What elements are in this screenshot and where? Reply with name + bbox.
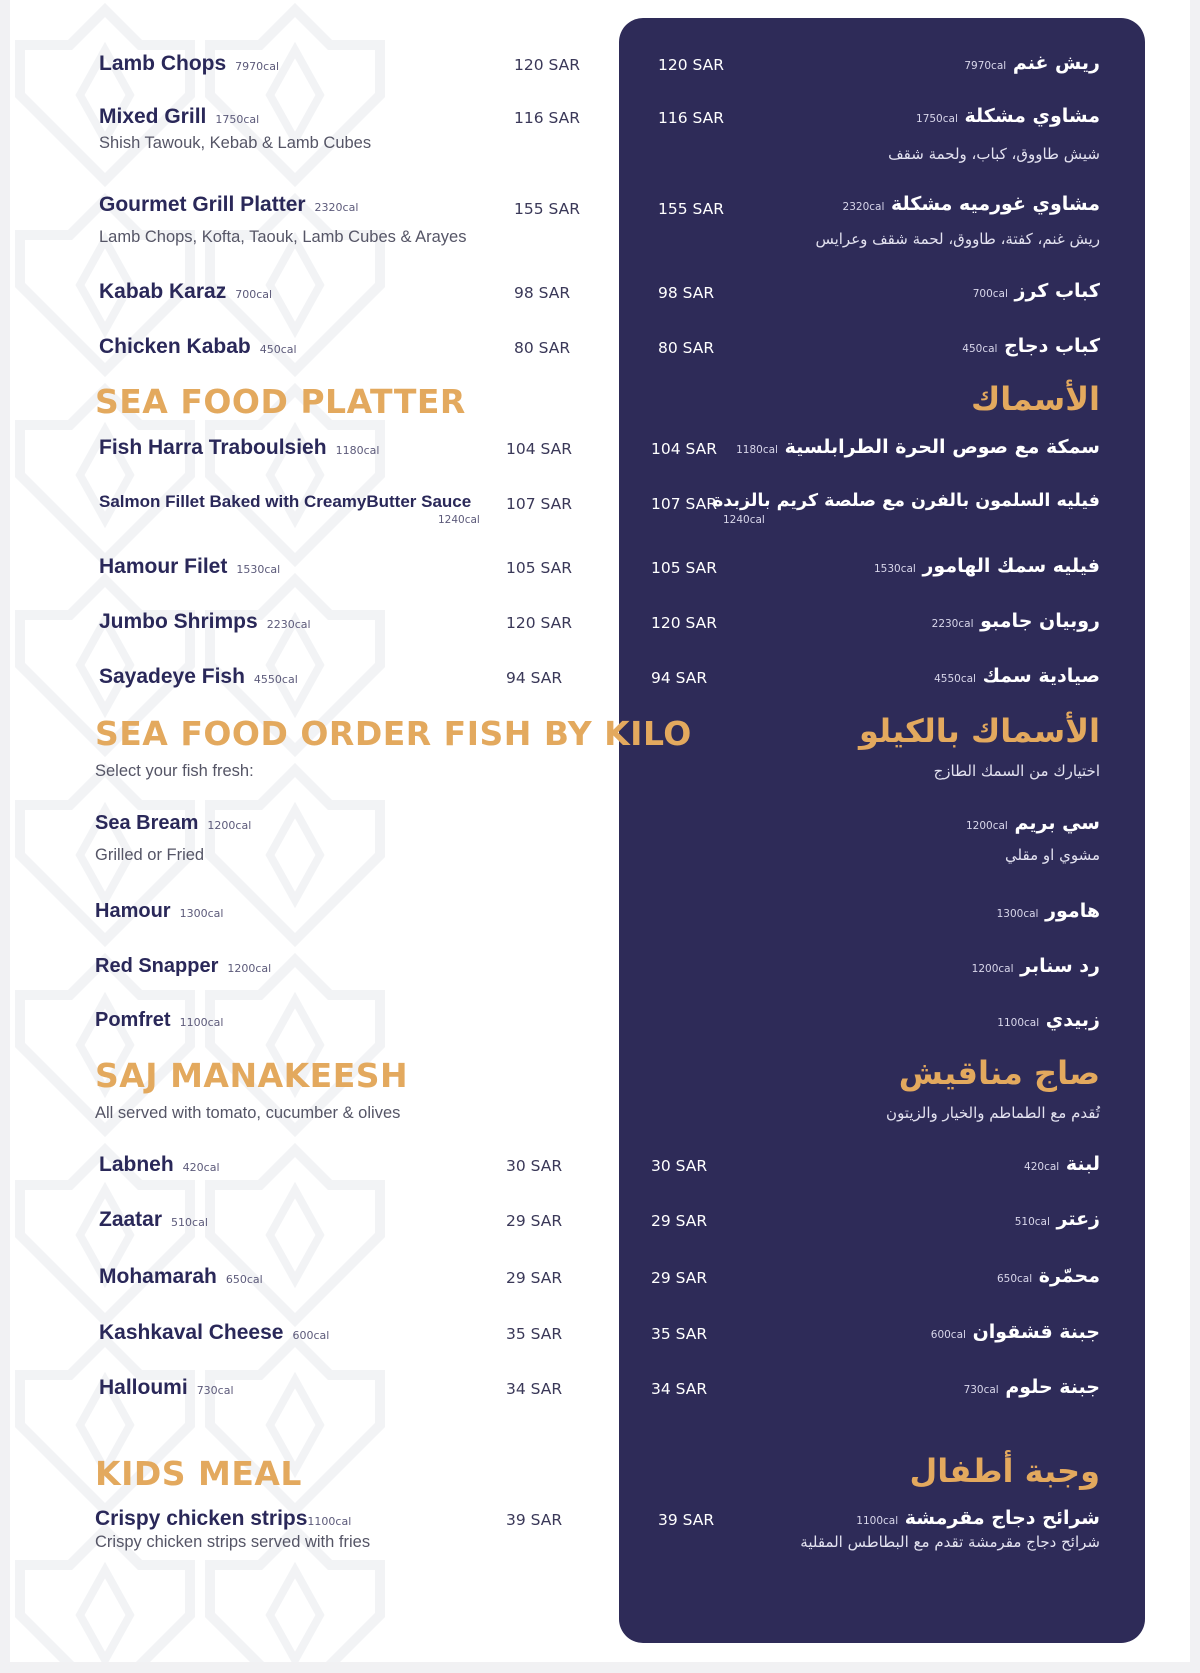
item-price: 29 SAR [506,1212,563,1230]
item-name-hamour: Hamour 1300cal [95,900,224,922]
item-price-ar: 104 SAR [651,440,718,458]
item-description: Crispy chicken strips served with fries [95,1533,371,1551]
item-description-ar: شرائح دجاج مقرمشة تقدم مع البطاطس المقلية [800,1533,1100,1551]
item-name-ar: سمكة مع صوص الحرة الطرابلسية 1180cal [736,436,1100,458]
section-subtitle-ar: تُقدم مع الطماطم والخيار والزيتون [886,1104,1100,1122]
item-name-ar: سي بريم 1200cal [966,812,1100,834]
item-name-ar: زعتر 510cal [1014,1208,1100,1230]
section-title-ar: الأسماك [970,380,1100,418]
item-name-ar: كباب كرز 700cal [972,280,1100,302]
item-name-crispy-chicken: Crispy chicken strips1100cal [95,1507,352,1530]
item-price-ar: 35 SAR [651,1325,708,1343]
item-name-ar: جبنة حلوم 730cal [963,1376,1100,1398]
item-description: Grilled or Fried [95,846,205,864]
item-price: 98 SAR [514,284,571,302]
item-name-jumbo-shrimps: Jumbo Shrimps 2230cal [99,610,311,633]
section-subtitle-ar: اختيارك من السمك الطازج [933,762,1100,780]
item-price: 29 SAR [506,1269,563,1287]
item-price-ar: 80 SAR [658,339,715,357]
item-price-ar: 116 SAR [658,109,725,127]
item-name-ar: هامور 1300cal [996,900,1100,922]
item-price-ar: 120 SAR [651,614,718,632]
item-description-ar: مشوي او مقلي [1005,846,1100,864]
item-name-ar: فيليه سمك الهامور 1530cal [874,555,1100,577]
item-name-labneh: Labneh 420cal [99,1153,220,1176]
item-name-ar: مشاوي غورميه مشكلة 2320cal [842,193,1100,215]
item-price-ar: 29 SAR [651,1269,708,1287]
item-name-ar: صيادية سمك 4550cal [934,665,1100,687]
item-name-pomfret: Pomfret 1100cal [95,1009,224,1031]
item-price-ar: 120 SAR [658,56,725,74]
item-description-ar: ريش غنم، كفتة، طاووق، لحمة شقف وعرايس [815,230,1100,248]
item-name-mohamarah: Mohamarah 650cal [99,1265,263,1288]
item-price-ar: 98 SAR [658,284,715,302]
item-price: 120 SAR [506,614,573,632]
item-name-ar: محمّرة 650cal [996,1265,1100,1287]
section-title-seafood-platter: SEA FOOD PLATTER [95,382,466,421]
item-name-ar: جبنة قشقوان 600cal [930,1321,1100,1343]
item-price-ar: 29 SAR [651,1212,708,1230]
item-name-kashkaval: Kashkaval Cheese 600cal [99,1321,330,1344]
item-price: 39 SAR [506,1511,563,1529]
item-price: 155 SAR [514,200,581,218]
item-name-halloumi: Halloumi 730cal [99,1376,234,1399]
item-name-ar: شرائح دجاج مقرمشة 1100cal [856,1507,1100,1529]
item-description: Shish Tawouk, Kebab & Lamb Cubes [99,134,372,152]
item-name-fish-harra: Fish Harra Traboulsieh 1180cal [99,436,380,459]
section-title-ar: صاج مناقيش [898,1054,1100,1092]
item-price: 120 SAR [514,56,581,74]
section-title-ar: الأسماك بالكيلو [858,712,1100,750]
section-subtitle: Select your fish fresh: [95,762,254,780]
item-name-red-snapper: Red Snapper 1200cal [95,955,272,977]
item-name-sea-bream: Sea Bream 1200cal [95,812,252,834]
item-name-mixed-grill: Mixed Grill 1750cal [99,105,260,128]
item-price-ar: 94 SAR [651,669,708,687]
item-price: 105 SAR [506,559,573,577]
item-price-ar: 39 SAR [658,1511,715,1529]
section-title-kids-meal: KIDS MEAL [95,1454,302,1493]
section-title-ar: وجبة أطفال [909,1452,1100,1490]
item-price: 30 SAR [506,1157,563,1175]
item-name-salmon-fillet: Salmon Fillet Baked with CreamyButter Sauce [99,492,472,511]
item-price-ar: 107 SAR [651,495,718,513]
item-name-ar: رد سنابر 1200cal [971,955,1100,977]
item-name-ar: ريش غنم 7970cal [964,52,1100,74]
item-price-ar: 34 SAR [651,1380,708,1398]
item-name-ar: زبيدي 1100cal [997,1009,1100,1031]
item-calories: 1240cal [438,514,480,526]
item-price: 35 SAR [506,1325,563,1343]
item-price-ar: 105 SAR [651,559,718,577]
item-name-ar: كباب دجاج 450cal [962,335,1100,357]
item-description-ar: شيش طاووق، كباب، ولحمة شقف [888,145,1100,163]
item-name-ar: لبنة 420cal [1024,1153,1100,1175]
section-title-saj-manakeesh: SAJ MANAKEESH [95,1056,409,1095]
item-price: 94 SAR [506,669,563,687]
item-name-hamour-filet: Hamour Filet 1530cal [99,555,281,578]
item-price: 34 SAR [506,1380,563,1398]
item-price-ar: 30 SAR [651,1157,708,1175]
item-description: Lamb Chops, Kofta, Taouk, Lamb Cubes & Arayes [99,228,467,246]
item-price: 116 SAR [514,109,581,127]
item-name-sayadeye-fish: Sayadeye Fish 4550cal [99,665,298,688]
item-name-ar: فيليه السلمون بالفرن مع صلصة كريم بالزبدة [712,491,1100,511]
item-name-zaatar: Zaatar 510cal [99,1208,208,1231]
item-name-gourmet-grill: Gourmet Grill Platter 2320cal [99,193,359,216]
item-name-ar: روبيان جامبو 2230cal [931,610,1100,632]
menu-page [10,0,1190,1662]
section-title-fish-by-kilo: SEA FOOD ORDER FISH BY KILO [95,714,692,753]
item-price-ar: 155 SAR [658,200,725,218]
item-calories-ar: 1240cal [723,514,765,526]
item-name-kabab-karaz: Kabab Karaz 700cal [99,280,273,303]
item-price: 107 SAR [506,495,573,513]
item-name-chicken-kabab: Chicken Kabab 450cal [99,335,297,358]
item-name-ar: مشاوي مشكلة 1750cal [916,105,1100,127]
section-subtitle: All served with tomato, cucumber & olives [95,1104,401,1122]
item-price: 80 SAR [514,339,571,357]
item-name-lamb-chops: Lamb Chops 7970cal [99,52,280,75]
item-price: 104 SAR [506,440,573,458]
